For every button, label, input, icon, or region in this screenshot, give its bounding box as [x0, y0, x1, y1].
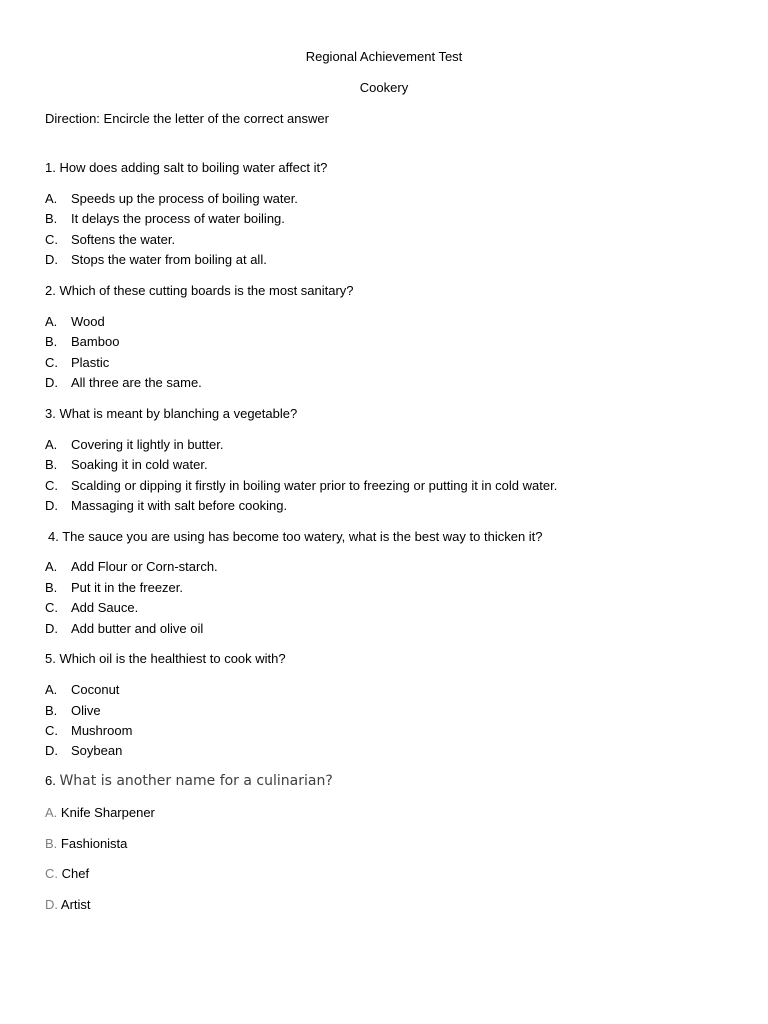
option-text: All three are the same. — [71, 375, 202, 390]
option-letter[interactable]: C. — [45, 478, 58, 493]
option-letter[interactable]: B. — [45, 457, 58, 472]
option-text: Add butter and olive oil — [71, 621, 204, 636]
option-text: It delays the process of water boiling. — [71, 211, 285, 226]
option-letter[interactable]: C. — [45, 232, 58, 247]
option-text: Olive — [71, 703, 101, 718]
option-letter[interactable]: D. — [45, 621, 58, 636]
option-text: Covering it lightly in butter. — [71, 437, 224, 452]
option-letter[interactable]: B. — [45, 836, 58, 851]
option-text: Wood — [71, 314, 105, 329]
question-1: 1. How does adding salt to boiling water affect it? — [45, 160, 328, 175]
option-letter[interactable]: D. — [45, 252, 58, 267]
question-6-text: What is another name for a culinarian? — [59, 773, 333, 789]
option-text: Scalding or dipping it firstly in boiling water prior to freezing or putting it in cold water. — [71, 478, 558, 493]
option-a — [45, 805, 155, 821]
option-letter[interactable]: B. — [45, 703, 58, 718]
question-5: 5. Which oil is the healthiest to cook with? — [45, 651, 286, 666]
option-text: Chef — [61, 866, 90, 881]
question-2: 2. Which of these cutting boards is the most sanitary? — [45, 283, 354, 298]
option-text: Speeds up the process of boiling water. — [71, 191, 298, 206]
direction-text: Direction: Encircle the letter of the correct answer — [45, 111, 329, 126]
option-text: Soaking it in cold water. — [71, 457, 208, 472]
option-text: Massaging it with salt before cooking. — [71, 498, 288, 513]
option-text: Put it in the freezer. — [71, 580, 184, 595]
option-text: Knife Sharpener — [60, 805, 155, 820]
option-text: Add Sauce. — [71, 600, 139, 615]
option-letter[interactable]: D. — [45, 498, 58, 513]
test-title: Regional Achievement Test — [305, 49, 463, 64]
option-letter[interactable]: A. — [45, 191, 58, 206]
option-text: Artist — [60, 897, 91, 912]
option-text: Softens the water. — [71, 232, 176, 247]
question-3: 3. What is meant by blanching a vegetable? — [45, 406, 298, 421]
option-text: Plastic — [71, 355, 110, 370]
question-6 — [45, 773, 333, 789]
option-text: Mushroom — [71, 723, 133, 738]
option-c — [45, 866, 89, 882]
option-letter[interactable]: D. — [45, 897, 58, 912]
option-text: Fashionista — [60, 836, 128, 851]
option-letter[interactable]: A. — [45, 559, 58, 574]
option-b — [45, 836, 127, 852]
option-letter[interactable]: C. — [45, 866, 58, 881]
option-letter[interactable]: D. — [45, 375, 58, 390]
option-letter[interactable]: B. — [45, 334, 58, 349]
option-letter[interactable]: B. — [45, 580, 58, 595]
option-letter[interactable]: A. — [45, 314, 58, 329]
option-letter[interactable]: A. — [45, 805, 58, 820]
question-6-number: 6. — [45, 773, 56, 788]
option-letter[interactable]: A. — [45, 437, 58, 452]
option-letter[interactable]: A. — [45, 682, 58, 697]
question-4: 4. The sauce you are using has become too watery, what is the best way to thicken it? — [48, 529, 543, 544]
option-d — [45, 897, 91, 913]
option-text: Add Flour or Corn-starch. — [71, 559, 218, 574]
option-letter[interactable]: B. — [45, 211, 58, 226]
option-text: Coconut — [71, 682, 120, 697]
option-letter[interactable]: C. — [45, 355, 58, 370]
option-text: Soybean — [71, 743, 123, 758]
option-letter[interactable]: C. — [45, 723, 58, 738]
option-letter[interactable]: D. — [45, 743, 58, 758]
option-letter[interactable]: C. — [45, 600, 58, 615]
option-text: Stops the water from boiling at all. — [71, 252, 267, 267]
option-text: Bamboo — [71, 334, 120, 349]
subject-title: Cookery — [359, 80, 409, 95]
